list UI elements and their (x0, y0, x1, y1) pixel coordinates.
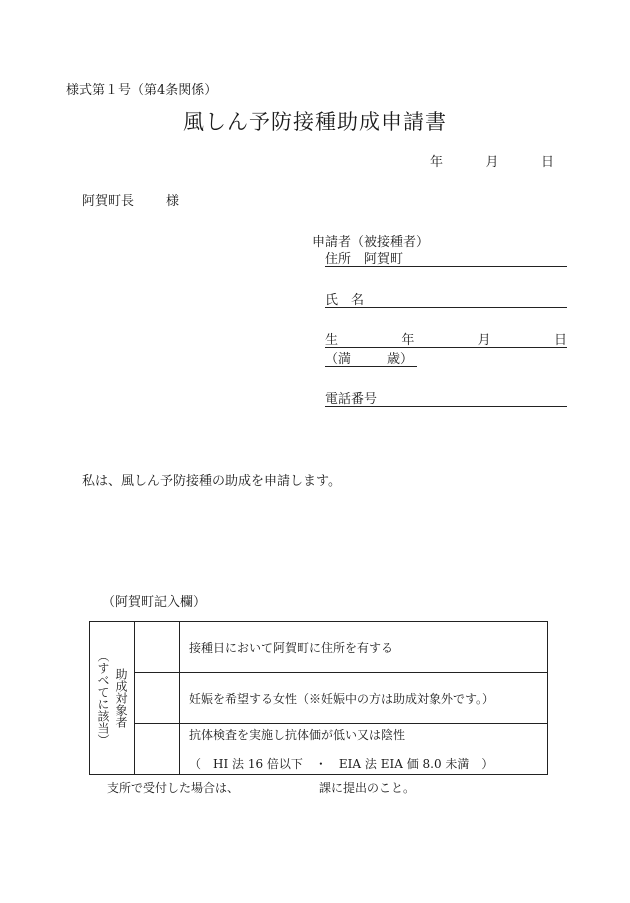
age-unit: 歳） (387, 352, 414, 367)
birth-day: 日 (553, 333, 567, 348)
office-section-label: （阿賀町記入欄） (102, 595, 207, 610)
phone-field[interactable] (325, 388, 567, 407)
birth-label: 生 (325, 333, 339, 348)
date-day: 日 (540, 155, 554, 170)
eligibility-header-main: 助成対象者 (114, 668, 128, 728)
date-line (430, 151, 554, 170)
applicant-heading: 申請者（被接種者） (312, 235, 430, 250)
footnote-suffix: 課に提出のこと。 (319, 781, 416, 795)
check-cell[interactable] (135, 724, 180, 775)
criterion-cell (180, 724, 548, 775)
address-field[interactable] (325, 248, 567, 267)
birth-year: 年 (401, 333, 415, 348)
application-statement: 私は、風しん予防接種の助成を申請します。 (82, 474, 341, 489)
addressee (82, 190, 179, 209)
check-cell[interactable] (135, 622, 180, 673)
criterion-subtext: （ HI 法 16 倍以下 ・ EIA 法 EIA 価 8.0 未満 ） (189, 757, 494, 771)
eligibility-header (90, 622, 135, 775)
footnote (107, 779, 415, 796)
check-cell[interactable] (135, 673, 180, 724)
criterion-text: 接種日において阿賀町に住所を有する (180, 622, 548, 673)
table-row (90, 724, 548, 775)
criterion-text: 妊娠を希望する女性（※妊娠中の方は助成対象外です。） (180, 673, 548, 724)
date-year: 年 (430, 155, 444, 170)
age-field[interactable] (325, 348, 417, 367)
page-title: 風しん予防接種助成申請書 (183, 110, 447, 134)
birthdate-field[interactable] (325, 329, 567, 348)
footnote-prefix: 支所で受付した場合は、 (107, 781, 240, 795)
addressee-name: 阿賀町長 (82, 194, 135, 209)
address-label: 住所 (325, 252, 352, 267)
form-number: 様式第１号（第4条関係） (66, 83, 218, 98)
address-value: 阿賀町 (364, 252, 404, 267)
eligibility-header-sub: （すべてに該当） (96, 650, 110, 746)
criterion-text: 抗体検査を実施し抗体価が低い又は陰性 (189, 728, 406, 742)
age-open: （満 (325, 352, 352, 367)
table-row (90, 673, 548, 724)
eligibility-table (89, 621, 548, 775)
table-row (90, 622, 548, 673)
addressee-honorific: 様 (166, 194, 180, 209)
birth-month: 月 (477, 333, 491, 348)
name-field[interactable] (325, 289, 567, 308)
date-month: 月 (485, 155, 499, 170)
phone-label: 電話番号 (325, 392, 378, 407)
name-label: 氏 名 (325, 293, 365, 308)
